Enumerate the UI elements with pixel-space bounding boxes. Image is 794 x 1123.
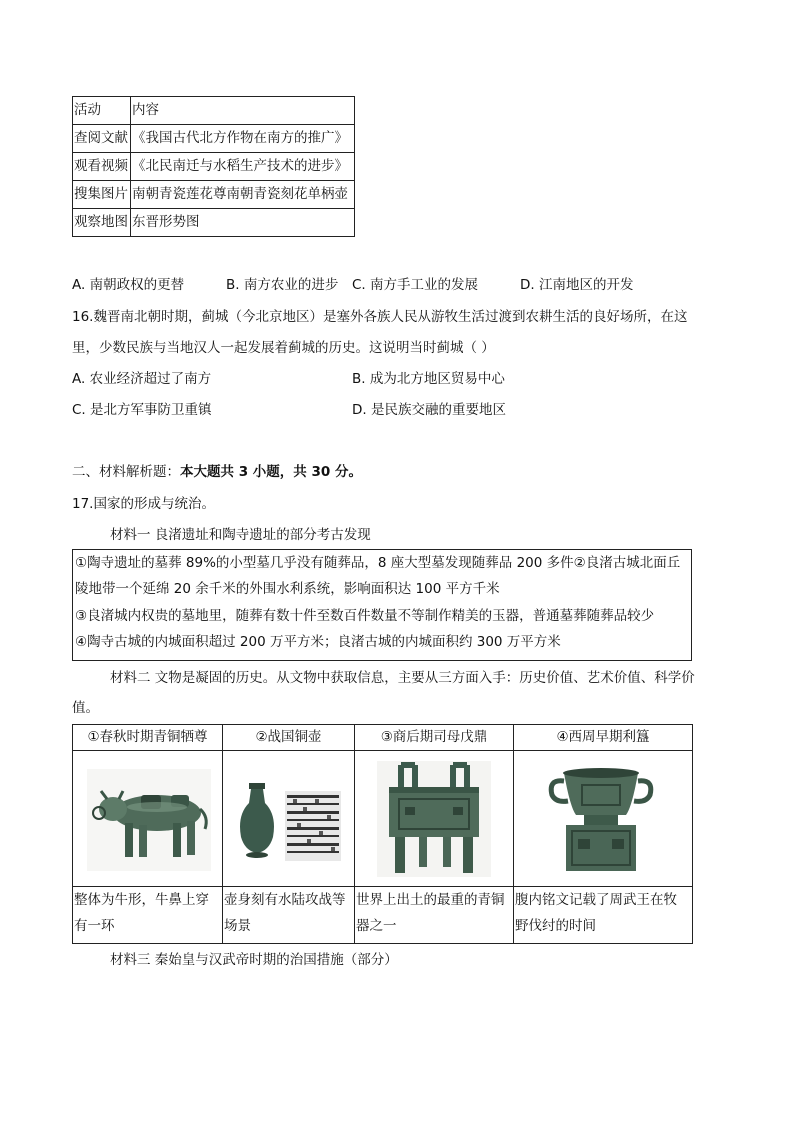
table-cell: 南朝青瓷莲花尊南朝青瓷刻花单柄壶 (131, 181, 355, 209)
relics-image-row (73, 751, 693, 887)
q15-option-c: C. 南方手工业的发展 (352, 277, 479, 293)
q16-stem-line1: 16.魏晋南北朝时期，蓟城（今北京地区）是塞外各族人民从游牧生活过渡到农耕生活的良好场所，在这 (72, 309, 688, 325)
q17-title: 17.国家的形成与统治。 (72, 496, 215, 512)
relic-caption-line: 壶身刻有水陆攻战等 (224, 892, 346, 908)
bronze-ding-icon (355, 751, 513, 886)
material2-line1: 材料二 文物是凝固的历史。从文物中获取信息，主要从三方面入手：历史价值、艺术价值、科学价 (110, 670, 695, 686)
table-cell: 东晋形势图 (131, 209, 355, 237)
table-cell: 查阅文献 (73, 125, 131, 153)
table-cell: 《我国古代北方作物在南方的推广》 (131, 125, 355, 153)
activity-table (72, 96, 355, 237)
relics-table (72, 724, 693, 944)
q15-option-d: D. 江南地区的开发 (520, 277, 634, 293)
material1-line: 陵地带一个延绵 20 余千米的外围水利系统，影响面积达 100 平方千米 (75, 581, 500, 597)
table-row (73, 181, 355, 209)
relic-caption-line: 世界上出土的最重的青铜 (356, 892, 505, 908)
q16-option-d: D. 是民族交融的重要地区 (352, 402, 506, 418)
table-cell: 观察地图 (73, 209, 131, 237)
relic-caption-line: 器之一 (356, 918, 397, 934)
relic-caption (223, 887, 355, 944)
table-row (73, 209, 355, 237)
relic-title: ①春秋时期青铜牺尊 (73, 725, 223, 751)
q15-option-a: A. 南朝政权的更替 (72, 277, 185, 293)
table-cell: 搜集图片 (73, 181, 131, 209)
bronze-ox-vessel-icon (73, 751, 222, 886)
relic-image-cell (223, 751, 355, 887)
q16-option-b: B. 成为北方地区贸易中心 (352, 371, 505, 387)
q16-option-c: C. 是北方军事防卫重镇 (72, 402, 212, 418)
table-row (73, 153, 355, 181)
material1-line: ①陶寺遗址的墓葬 89%的小型墓几乎没有随葬品，8 座大型墓发现随葬品 200 多件②良渚古城北面丘 (75, 555, 681, 571)
relic-caption (355, 887, 514, 944)
section-heading (72, 462, 362, 482)
q15-option-b: B. 南方农业的进步 (226, 277, 339, 293)
bronze-gui-icon (514, 751, 692, 886)
material1-title: 材料一 良渚遗址和陶寺遗址的部分考古发现 (110, 527, 371, 543)
relics-header-row (73, 725, 693, 751)
material3-title: 材料三 秦始皇与汉武帝时期的治国措施（部分） (110, 952, 398, 968)
material1-box (72, 549, 692, 661)
section-prefix: 二、材料解析题： (72, 464, 180, 480)
material1-line: ③良渚城内权贵的墓地里，随葬有数十件至数百件数量不等制作精美的玉器，普通墓葬随葬品较少 (75, 608, 655, 624)
material2-line2: 值。 (72, 700, 99, 716)
relic-caption-line: 有一环 (74, 918, 115, 934)
table-cell: 活动 (73, 97, 131, 125)
table-header-row (73, 97, 355, 125)
table-cell: 内容 (131, 97, 355, 125)
section-bold-text: 本大题共 3 小题，共 30 分。 (180, 464, 362, 480)
relic-caption (73, 887, 223, 944)
table-row (73, 125, 355, 153)
relic-title: ②战国铜壶 (223, 725, 355, 751)
relic-caption-line: 腹内铭文记载了周武王在牧 (515, 892, 677, 908)
bronze-pot-icon (223, 751, 354, 886)
relic-caption-line: 场景 (224, 918, 251, 934)
relic-caption-line: 野伐纣的时间 (515, 918, 596, 934)
relic-caption-line: 整体为牛形，牛鼻上穿 (74, 892, 209, 908)
relic-image-cell (514, 751, 693, 887)
relic-image-cell (73, 751, 223, 887)
relic-image-cell (355, 751, 514, 887)
q16-option-a: A. 农业经济超过了南方 (72, 371, 212, 387)
relic-caption (514, 887, 693, 944)
relic-title: ③商后期司母戊鼎 (355, 725, 514, 751)
table-cell: 观看视频 (73, 153, 131, 181)
relics-caption-row (73, 887, 693, 944)
q16-stem-line2: 里，少数民族与当地汉人一起发展着蓟城的历史。这说明当时蓟城（ ） (72, 340, 495, 356)
material1-line: ④陶寺古城的内城面积超过 200 万平方米；良渚古城的内城面积约 300 万平方米 (75, 634, 561, 650)
relic-title: ④西周早期利簋 (514, 725, 693, 751)
table-cell: 《北民南迁与水稻生产技术的进步》 (131, 153, 355, 181)
